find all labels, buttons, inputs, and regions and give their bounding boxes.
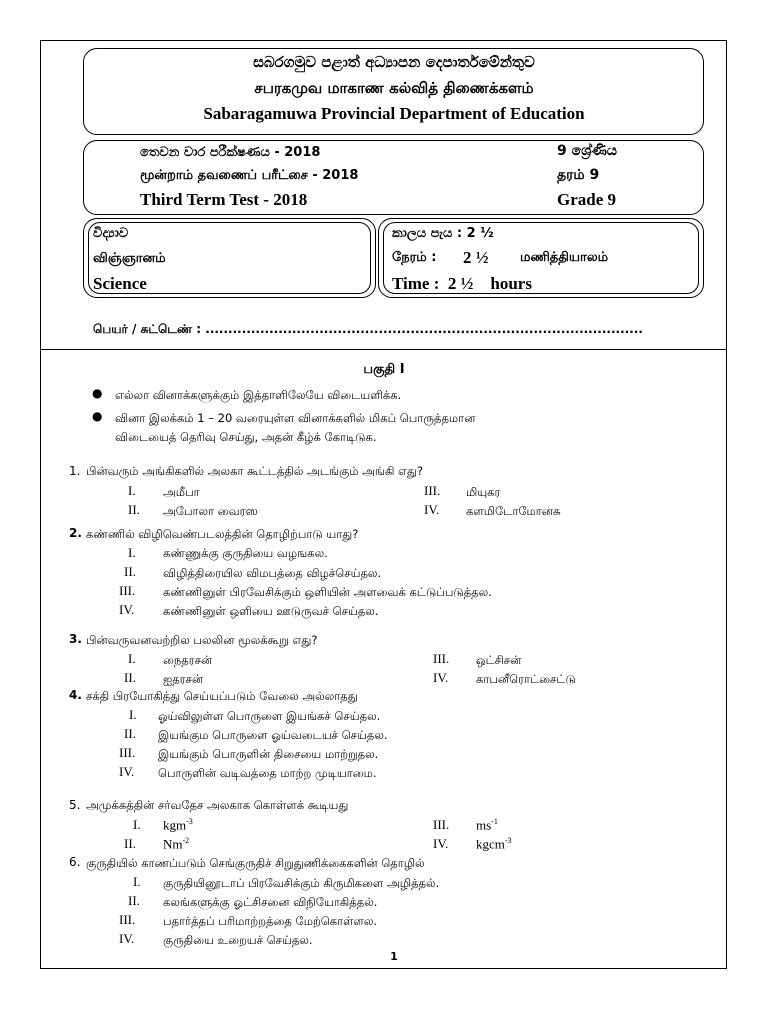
bullet-icon: ● (92, 386, 103, 400)
option-text[interactable]: குருதியினூடாப் பிரவேசிக்கும் கிருமிகளை அழித்தல். (163, 876, 440, 890)
option-text[interactable]: அபோலா வைரஸ (163, 504, 258, 518)
term-tamil: மூன்றாம் தவணைப் பரீட்சை - 2018 (140, 168, 359, 183)
department-english: Sabaragamuwa Provincial Department of Education (203, 104, 585, 123)
option-roman: II. (128, 502, 140, 517)
time-tamil-value: 2 ½ (463, 248, 489, 267)
option-roman: IV. (119, 602, 135, 617)
option-roman: III. (119, 912, 136, 927)
option-roman: III. (424, 483, 441, 498)
time-tamil-label: நேரம் : (392, 250, 437, 265)
subject-sinhala: විද්‍යාව (93, 226, 129, 241)
department-sinhala: සබරගමුව පළාත් අධ්‍යාපන දෙපාර්තමේන්තුව (253, 53, 535, 71)
option-roman: I. (133, 874, 141, 889)
question-text: அமுக்கத்தின் சர்வதேச அலகாக கொள்ளக் கூடியது (86, 798, 349, 812)
option-roman: III. (433, 817, 450, 832)
bullet-icon: ● (92, 409, 103, 423)
option-roman: I. (128, 545, 136, 560)
term-sinhala: තෙවන වාර පරීක්ෂණය - 2018 (140, 145, 321, 160)
option-roman: III. (433, 651, 450, 666)
option-text[interactable]: இயங்கும் பொருளின் திசையை மாற்றுதல. (158, 747, 379, 761)
option-text[interactable]: பொருளின் வடிவத்தை மாற்ற முடியாமை. (158, 766, 377, 780)
instruction-1: எல்லா வினாக்களுக்கும் இத்தாளிலேயே விடையளிக்க. (115, 388, 402, 402)
question-text: சக்தி பிரயோகித்து செய்யப்படும் வேலை அல்லாதது (86, 689, 358, 703)
option-text[interactable]: ஓய்விலுள்ள பொருளை இயங்கச் செய்தல. (158, 709, 381, 723)
option-roman: II. (124, 564, 136, 579)
grade-sinhala: 9 ශ්‍රේණිය (557, 143, 617, 159)
option-text[interactable]: கண்ணுக்கு குருதியை வழஙகல. (163, 546, 328, 560)
option-text[interactable]: அமீபா (163, 485, 200, 499)
question-number: 3. (69, 632, 82, 646)
option-text[interactable]: நைதரசன் (163, 653, 213, 667)
option-roman: IV. (433, 670, 449, 685)
option-text[interactable]: களமிடோமோனசு (466, 504, 561, 518)
department-tamil: சபரகமுவ மாகாண கல்வித் திணைக்களம் (254, 79, 534, 97)
option-roman: IV. (119, 931, 135, 946)
option-text[interactable]: மியுகர (466, 485, 501, 499)
option-text[interactable]: ஒட்சிசன் (476, 653, 522, 667)
instruction-3: விடையைத் தெரிவு செய்து, அதன் கீழ்க் கோடிடுக. (115, 430, 377, 444)
subject-english: Science (93, 274, 147, 293)
section-title: பகுதி I (363, 362, 405, 377)
grade-english: Grade 9 (557, 190, 617, 209)
option-roman: II. (124, 836, 136, 851)
option-text[interactable]: பதார்த்தப் பரிமாற்றத்தை மேற்கொள்ளல. (163, 914, 378, 928)
time-english: Time : 2 ½ hours (392, 274, 532, 293)
option-roman: I. (128, 483, 136, 498)
question-text: பின்வரும் அங்கிகளில் அலகா கூட்டத்தில் அடங்கும் அங்கி எது? (86, 464, 424, 478)
term-english: Third Term Test - 2018 (140, 190, 308, 209)
name-index-line[interactable]: பெயர் / சுட்டெண் : ................................................................................................ (93, 322, 643, 336)
option-unit[interactable]: $Nm^{-2}$ (163, 836, 190, 852)
option-roman: I. (133, 817, 141, 832)
page-number: 1 (390, 950, 398, 963)
option-text[interactable]: இயங்கும பொருளை ஓய்வடையச் செய்தல. (158, 728, 388, 742)
header-divider (40, 349, 727, 350)
grade-tamil: தரம் 9 (557, 167, 600, 183)
option-unit[interactable]: $ms^{-1}$ (476, 817, 498, 833)
question-number: 4. (69, 688, 82, 702)
instruction-2: வினா இலக்கம் 1 – 20 வரையுள்ள வினாக்களில் மிகப் பொருத்தமான (115, 411, 476, 425)
question-number: 2. (69, 526, 82, 540)
question-text: குருதியில் காணப்படும் செங்குருதிச் சிறுதுணிக்கைகளின் தொழில் (86, 856, 425, 870)
question-number: 5. (69, 798, 81, 812)
subject-tamil: விஞ்ஞானம் (93, 251, 166, 266)
option-roman: I. (128, 651, 136, 666)
option-text[interactable]: குருதியை உறையச் செய்தல. (163, 933, 313, 947)
time-sinhala: කාලය පැය : 2 ½ (392, 226, 494, 241)
option-text[interactable]: கண்ணினுள் பிரவேசிக்கும் ஒளியின் அளவைக் கட்டுப்படுத்தல. (163, 585, 492, 599)
option-text[interactable]: ஐதரசன் (163, 672, 204, 686)
option-roman: IV. (433, 836, 449, 851)
option-text[interactable]: காபனீரொட்சைட்டு (476, 672, 576, 686)
option-text[interactable]: கண்ணினுள் ஒளியை ஊடுருவச் செய்தல. (163, 604, 379, 618)
option-roman: IV. (119, 764, 135, 779)
question-text: பின்வருவனவற்றில பலலின மூலக்கூறு எது? (86, 633, 318, 647)
option-roman: III. (119, 745, 136, 760)
option-roman: I. (129, 707, 137, 722)
option-roman: II. (128, 893, 140, 908)
time-tamil-unit: மணித்தியாலம் (520, 250, 609, 265)
option-unit[interactable]: kgcm$^{-3}$ (476, 836, 512, 852)
question-number: 6. (69, 855, 81, 869)
option-unit[interactable]: kgm$^{-3}$ (163, 817, 193, 833)
option-roman: II. (124, 726, 136, 741)
question-number: 1. (69, 464, 81, 478)
option-text[interactable]: கலங்களுக்கு ஓட்சிசனை விநியோகித்தல். (163, 895, 378, 909)
option-roman: IV. (424, 502, 440, 517)
option-text[interactable]: விழித்திரையில விமபத்தை விழச்செய்தல. (163, 566, 382, 580)
option-roman: III. (119, 583, 136, 598)
option-roman: II. (124, 670, 136, 685)
question-text: கண்ணில் விழிவெண்படலத்தின் தொழிற்பாடு யாது? (86, 527, 359, 541)
